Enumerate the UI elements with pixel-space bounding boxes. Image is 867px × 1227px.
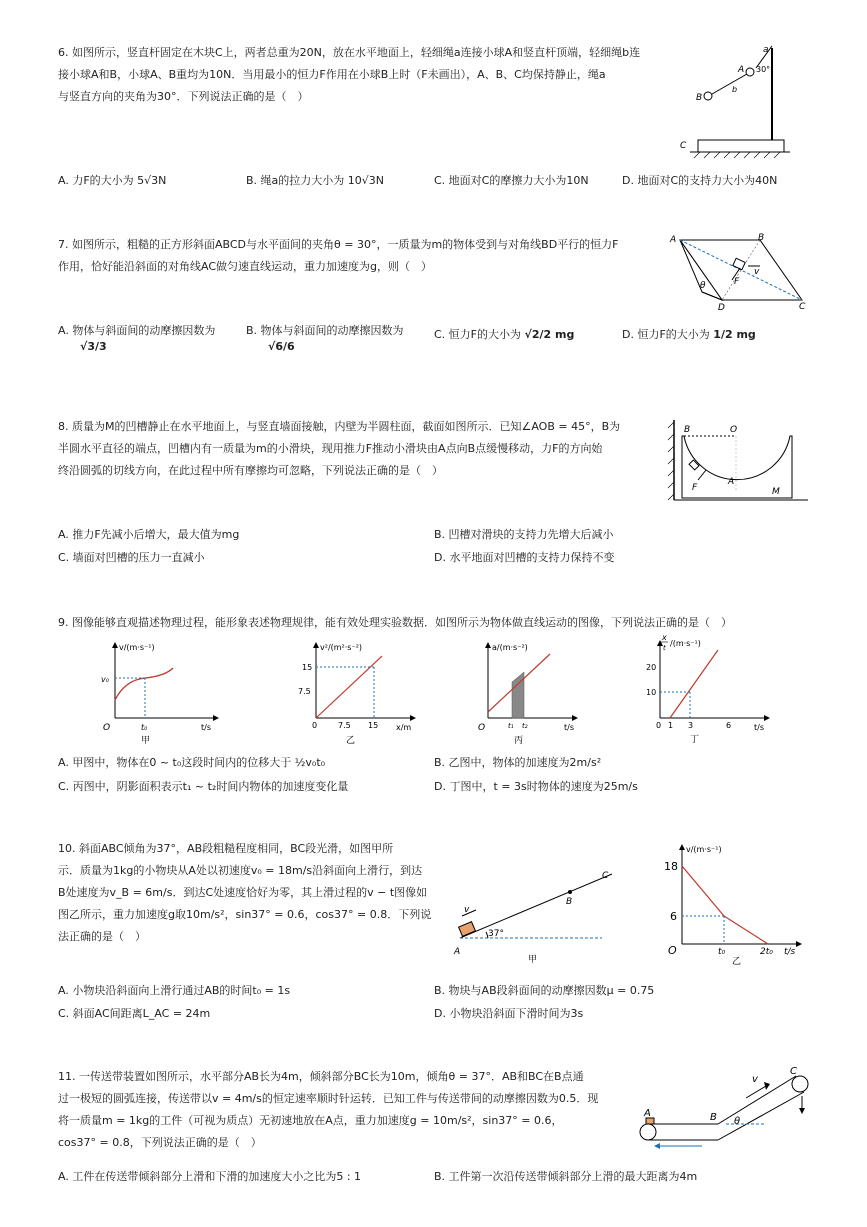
q9-option-b[interactable]: B. 乙图中，物体的加速度为2m/s² — [434, 756, 602, 769]
q7-option-b[interactable] — [246, 322, 404, 353]
q9-ding-x6: 6 — [726, 721, 732, 730]
q9-yi-x75: 7.5 — [338, 721, 351, 730]
q9-ding-x1: 1 — [668, 721, 674, 730]
q11-stem-line3: 将一质量m = 1kg的工件（可视为质点）无初速地放在A点，重力加速度g = 10m/s²，sin37° = 0.6， — [58, 1114, 563, 1127]
q11-stem-line4: cos37° = 0.8，下列说法正确的是（ ） — [58, 1136, 262, 1149]
q10-yi-ylabel: v/(m·s⁻¹) — [686, 845, 722, 854]
q6-fig-label-C: C — [680, 141, 687, 151]
q9-jia-v0: v₀ — [101, 675, 109, 684]
q9-jia-origin: O — [103, 723, 111, 733]
q10-yi-y18: 18 — [664, 860, 678, 873]
q6-figure — [680, 40, 810, 160]
q9-ding-ylabel-num: x — [662, 633, 667, 642]
q7-fig-label-B: B — [758, 233, 765, 243]
q10-stem-line2: 示．质量为1kg的小物块从A处以初速度v₀ = 18m/s沿斜面向上滑行，到达 — [58, 864, 423, 877]
q9-jia-caption: 甲 — [141, 736, 151, 746]
q10-stem — [58, 838, 448, 948]
q8-option-d[interactable]: D. 水平地面对凹槽的支持力保持不变 — [434, 551, 615, 564]
q11-fig-C: C — [790, 1066, 797, 1077]
q8-figure — [668, 418, 818, 508]
q9-option-d[interactable]: D. 丁图中，t = 3s时物体的速度为25m/s — [434, 780, 638, 793]
q7-option-a-value: √3/3 — [80, 340, 107, 353]
q6-fig-label-B: B — [696, 93, 703, 103]
q11-fig-B: B — [710, 1112, 717, 1123]
q10-option-c[interactable]: C. 斜面AC间距离L_AC = 24m — [58, 1007, 211, 1020]
q9-bing-xlabel: t/s — [564, 723, 574, 732]
q7-fig-label-A: A — [670, 235, 677, 245]
q7-option-b-value: √6/6 — [268, 340, 295, 353]
q6-fig-label-A: A — [738, 65, 745, 75]
q10-stem-line3: B处速度为v_B = 6m/s．到达C处速度恰好为零，其上滑过程的v − t图像如 — [58, 886, 428, 899]
q7-option-d-value: 1/2 mg — [713, 328, 756, 341]
q7-option-a-text: A. 物体与斜面间的动摩擦因数为 — [58, 324, 216, 337]
q11-fig-A: A — [644, 1108, 651, 1119]
q10-jia-A: A — [454, 947, 461, 957]
q9-yi-ylabel: v²/(m²·s⁻²) — [320, 643, 363, 652]
q7-fig-label-D: D — [718, 303, 725, 313]
q8-option-b[interactable]: B. 凹槽对滑块的支持力先增大后减小 — [434, 528, 614, 541]
q7-fig-label-C: C — [799, 302, 806, 312]
q11-fig-v: v — [752, 1074, 758, 1085]
q7-option-c[interactable] — [434, 326, 574, 342]
q6-stem-line2: 接小球A和B，小球A、B重均为10N．当用最小的恒力F作用在小球B上时（F未画出），A、B、C均保持静止，绳a — [58, 68, 606, 81]
q11-figure — [630, 1062, 820, 1158]
q6-fig-label-a: a — [763, 45, 769, 55]
q7-option-b-text: B. 物体与斜面间的动摩擦因数为 — [246, 324, 404, 337]
q7-stem — [58, 234, 678, 278]
q6-option-a[interactable]: A. 力F的大小为 5√3N — [58, 174, 167, 187]
q11-option-b[interactable]: B. 工件第一次沿传送带倾斜部分上滑的最大距离为4m — [434, 1170, 698, 1183]
q8-option-a[interactable]: A. 推力F先减小后增大，最大值为mg — [58, 528, 240, 541]
q10-yi-caption: 乙 — [732, 957, 742, 967]
q8-stem-line3: 终沿圆弧的切线方向，在此过程中所有摩擦均可忽略，下列说法正确的是（ ） — [58, 464, 443, 477]
q11-fig-theta: θ — [734, 1116, 741, 1127]
q9-ding-ylabel-den: t — [663, 644, 666, 652]
q9-yi-x0: 0 — [312, 721, 318, 730]
q10-yi-xlabel: t/s — [784, 947, 796, 957]
q9-ding-x0: 0 — [656, 721, 662, 730]
q9-ding-ylabel-unit: /(m·s⁻¹) — [670, 639, 701, 648]
q10-yi-y6: 6 — [670, 910, 677, 923]
q6-option-c[interactable]: C. 地面对C的摩擦力大小为10N — [434, 174, 589, 187]
q7-option-d[interactable] — [622, 326, 756, 342]
q10-yi-t0: t₀ — [718, 947, 726, 957]
q6-stem — [58, 42, 698, 108]
q9-yi-y75: 7.5 — [298, 687, 311, 696]
q9-bing-t1: t₁ — [508, 722, 514, 730]
q7-stem-line1: 7. 如图所示，粗糙的正方形斜面ABCD与水平面间的夹角θ = 30°，一质量为m的物体受到与对角线BD平行的恒力F — [58, 238, 619, 251]
q9-ding-y10: 10 — [646, 688, 657, 697]
q6-stem-line3: 与竖直方向的夹角为30°．下列说法正确的是（ ） — [58, 90, 309, 103]
q9-stem: 9. 图像能够直观描述物理过程，能形象表述物理规律，能有效处理实验数据．如图所示为物体做直线运动的图像，下列说法正确的是（ ） — [58, 616, 732, 629]
q10-jia-C: C — [602, 871, 609, 881]
q9-jia-t0: t₀ — [141, 723, 148, 732]
q9-bing-t2: t₂ — [522, 722, 528, 730]
q7-fig-label-v: v — [754, 267, 760, 277]
q9-bing-caption: 丙 — [514, 736, 524, 746]
q10-yi-2t0: 2t₀ — [760, 947, 773, 957]
q9-bing-origin: O — [478, 723, 486, 733]
q9-graph-jia — [95, 640, 225, 746]
q10-figure-yi — [656, 838, 806, 966]
q10-figure-jia — [452, 862, 622, 966]
q9-jia-xlabel: t/s — [201, 723, 211, 732]
q9-ding-y20: 20 — [646, 663, 657, 672]
q10-jia-B: B — [566, 897, 573, 907]
q7-option-a[interactable] — [58, 322, 215, 353]
q10-stem-line5: 法正确的是（ ） — [58, 930, 146, 943]
q8-option-c[interactable]: C. 墙面对凹槽的压力一直减小 — [58, 551, 205, 564]
q6-option-d[interactable]: D. 地面对C的支持力大小为40N — [622, 174, 778, 187]
q7-stem-line2: 作用，恰好能沿斜面的对角线AC做匀速直线运动，重力加速度为g，则（ ） — [58, 260, 432, 273]
q8-fig-label-F: F — [692, 483, 698, 493]
q8-fig-label-M: M — [772, 487, 780, 497]
q9-graph-yi — [298, 640, 428, 746]
q6-fig-label-b: b — [732, 85, 738, 94]
q6-fig-label-angle: 30° — [756, 65, 771, 74]
q8-stem-line1: 8. 质量为M的凹槽静止在水平地面上，与竖直墙面接触，内壁为半圆柱面，截面如图所示．已知∠AOB = 45°，B为 — [58, 420, 621, 433]
q10-option-a[interactable]: A. 小物块沿斜面向上滑行通过AB的时间t₀ = 1s — [58, 984, 291, 997]
q8-fig-label-O: O — [730, 425, 738, 435]
q8-stem-line2: 半圆水平直径的端点，凹槽内有一质量为m的小滑块，现用推力F推动小滑块由A点向B点缓慢移动，力F的方向始 — [58, 442, 603, 455]
q10-option-b[interactable]: B. 物块与AB段斜面间的动摩擦因数μ = 0.75 — [434, 984, 655, 997]
q6-option-b[interactable]: B. 绳a的拉力大小为 10√3N — [246, 174, 385, 187]
q8-fig-label-B: B — [684, 425, 691, 435]
q9-ding-x3: 3 — [688, 721, 694, 730]
q9-yi-xlabel: x/m — [396, 723, 412, 732]
q9-yi-y15: 15 — [302, 663, 313, 672]
q9-ding-xlabel: t/s — [754, 723, 764, 732]
q8-stem — [58, 416, 658, 482]
q11-stem — [58, 1066, 638, 1154]
q10-jia-v: v — [464, 905, 470, 915]
q11-stem-line1: 11. 一传送带装置如图所示，水平部分AB长为4m，倾斜部分BC长为10m，倾角θ = 37°．AB和BC在B点通 — [58, 1070, 584, 1083]
q9-jia-ylabel: v/(m·s⁻¹) — [119, 643, 155, 652]
q10-stem-line4: 图乙所示，重力加速度g取10m/s²，sin37° = 0.6，cos37° = 0.8．下列说 — [58, 908, 432, 921]
q7-option-c-value: √2/2 mg — [524, 328, 575, 341]
q9-graph-bing — [472, 640, 592, 746]
q10-stem-line1: 10. 斜面ABC倾角为37°，AB段粗糙程度相同，BC段光滑，如图甲所 — [58, 842, 394, 855]
q10-option-d[interactable]: D. 小物块沿斜面下滑时间为3s — [434, 1007, 584, 1020]
q7-option-d-text: D. 恒力F的大小为 — [622, 328, 710, 341]
q9-option-a[interactable]: A. 甲图中，物体在0 ~ t₀这段时间内的位移大于 ½v₀t₀ — [58, 756, 326, 769]
q10-jia-caption: 甲 — [528, 955, 538, 965]
q6-stem-line1: 6. 如图所示，竖直杆固定在木块C上，两者总重为20N，放在水平地面上，轻细绳a连接小球A和竖直杆顶端，轻细绳b连 — [58, 46, 641, 59]
q11-option-a[interactable]: A. 工件在传送带倾斜部分上滑和下滑的加速度大小之比为5 : 1 — [58, 1170, 362, 1183]
q9-graph-ding — [640, 632, 780, 746]
q11-stem-line2: 过一极短的圆弧连接，传送带以v = 4m/s的恒定速率顺时针运转．已知工件与传送带间的动摩擦因数为0.5．现 — [58, 1092, 599, 1105]
q10-yi-origin: O — [668, 944, 677, 957]
q9-option-c[interactable]: C. 丙图中，阴影面积表示t₁ ~ t₂时间内物体的加速度变化量 — [58, 780, 349, 793]
q9-yi-caption: 乙 — [346, 736, 356, 746]
q9-bing-ylabel: a/(m·s⁻²) — [492, 643, 528, 652]
q8-fig-label-A: A — [728, 477, 735, 487]
q10-jia-angle: 37° — [488, 929, 504, 939]
q7-option-c-text: C. 恒力F的大小为 — [434, 328, 522, 341]
q7-fig-label-F: F — [734, 277, 740, 287]
q9-ding-caption: 丁 — [690, 735, 700, 745]
q9-yi-x15: 15 — [368, 721, 379, 730]
q7-figure — [668, 232, 818, 314]
q7-fig-label-theta: θ — [700, 281, 706, 291]
